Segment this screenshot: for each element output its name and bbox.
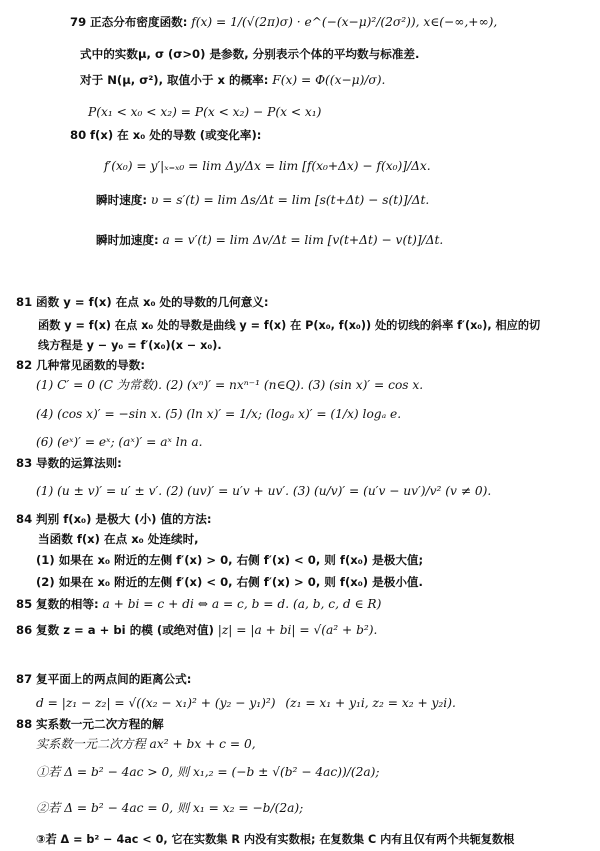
item-79-cdf-formula: F(x) = Φ((x−μ)/σ).	[272, 73, 386, 87]
item-80-title: f(x) 在 x₀ 处的导数 (或变化率):	[90, 128, 262, 142]
item-81-line-1: 函数 y = f(x) 在点 x₀ 处的导数是曲线 y = f(x) 在 P(x₀, f(x₀)) 处的切线的斜率 f′(x₀), 相应的切	[38, 319, 541, 332]
item-82-row-3: (6) (eˣ)′ = eˣ; (aˣ)′ = aˣ ln a.	[36, 435, 203, 449]
item-79-title-line	[70, 14, 497, 30]
item-80-velocity-label: 瞬时速度:	[96, 193, 148, 207]
item-82-row-2: (4) (cos x)′ = −sin x. (5) (ln x)′ = 1/x; (logₐ x)′ = (1/x) logₐ e.	[36, 407, 402, 421]
item-88-intro-text: 实系数一元二次方程 ax² + bx + c = 0,	[36, 737, 256, 751]
item-87-note: (z₁ = x₁ + y₁i, z₂ = x₂ + y₂i).	[285, 696, 456, 710]
item-88-number: 88	[16, 717, 33, 731]
item-80-velocity: υ = s′(t) = lim Δs/Δt = lim [s(t+Δt) − s(t)]/Δt.	[150, 193, 430, 207]
item-84-condition: 当函数 f(x) 在点 x₀ 处连续时,	[38, 532, 199, 546]
item-85-title: 复数的相等:	[36, 597, 99, 611]
item-87-formula-line	[36, 695, 456, 711]
item-82-title: 几种常见函数的导数:	[36, 358, 145, 372]
item-84-title: 判别 f(x₀) 是极大 (小) 值的方法:	[36, 512, 212, 526]
item-88-case-1: ①若 Δ = b² − 4ac > 0, 则 x₁,₂ = (−b ± √(b² − 4ac))/(2a);	[36, 765, 380, 779]
item-83-number: 83	[16, 456, 33, 470]
item-86-line	[16, 622, 377, 638]
item-87-number: 87	[16, 672, 33, 686]
item-81-number: 81	[16, 295, 33, 309]
item-84-case-1: (1) 如果在 x₀ 附近的左侧 f′(x) > 0, 右侧 f′(x) < 0, 则 f(x₀) 是极大值;	[36, 553, 424, 567]
item-80-number: 80	[70, 128, 87, 142]
item-85-line	[16, 596, 381, 612]
item-88-title-line	[16, 716, 164, 732]
item-84-case-2: (2) 如果在 x₀ 附近的左侧 f′(x) < 0, 右侧 f′(x) > 0, 则 f(x₀) 是极小值.	[36, 575, 423, 589]
item-82-title-line	[16, 357, 145, 373]
item-88-case-3: ③若 Δ = b² − 4ac < 0, 它在实数集 R 内没有实数根; 在复数集 C 内有且仅有两个共轭复数根	[36, 833, 515, 846]
item-79-number: 79	[70, 15, 87, 29]
item-83-title: 导数的运算法则:	[36, 456, 122, 470]
item-87-formula: d = |z₁ − z₂| = √((x₂ − x₁)² + (y₂ − y₁)²)	[36, 696, 276, 710]
item-85-number: 85	[16, 597, 33, 611]
item-81-title: 函数 y = f(x) 在点 x₀ 处的导数的几何意义:	[36, 295, 269, 309]
item-79-probability: P(x₁ < x₀ < x₂) = P(x < x₂) − P(x < x₁)	[88, 105, 322, 119]
item-79-formula: f(x) = 1/(√(2π)σ) · e^(−(x−μ)²/(2σ²)), x∈(−∞,+∞),	[191, 15, 498, 29]
item-81-title-line	[16, 294, 269, 310]
item-85-formula: a + bi = c + di ⇔ a = c, b = d. (a, b, c, d ∈ R)	[102, 597, 382, 611]
item-80-velocity-line	[96, 192, 429, 208]
item-86-number: 86	[16, 623, 33, 637]
item-80-title-line	[70, 127, 261, 143]
item-80-accel-label: 瞬时加速度:	[96, 233, 159, 247]
item-83-title-line	[16, 455, 122, 471]
item-87-title-line	[16, 671, 191, 687]
item-79-title: 正态分布密度函数:	[90, 15, 188, 29]
item-82-row-1: (1) C′ = 0 (C 为常数). (2) (xⁿ)′ = nxⁿ⁻¹ (n∈Q). (3) (sin x)′ = cos x.	[36, 378, 424, 392]
item-80-accel: a = v′(t) = lim Δv/Δt = lim [v(t+Δt) − v(t)]/Δt.	[162, 233, 444, 247]
item-81-line-2: 线方程是 y − y₀ = f′(x₀)(x − x₀).	[38, 339, 222, 352]
item-82-number: 82	[16, 358, 33, 372]
item-80-derivative: f′(x₀) = y′|ₓ₌ₓ₀ = lim Δy/Δx = lim [f(x₀+Δx) − f(x₀)]/Δx.	[104, 159, 431, 173]
item-84-title-line	[16, 511, 212, 527]
item-80-accel-line	[96, 232, 443, 248]
item-79-description: 式中的实数μ, σ (σ>0) 是参数, 分别表示个体的平均数与标准差.	[80, 47, 420, 61]
item-84-number: 84	[16, 512, 33, 526]
item-79-cdf-line	[80, 72, 385, 88]
item-88-intro	[36, 736, 256, 752]
item-87-title: 复平面上的两点间的距离公式:	[36, 672, 192, 686]
item-86-formula: |z| = |a + bi| = √(a² + b²).	[217, 623, 378, 637]
item-79-cdf-prefix: 对于 N(μ, σ²), 取值小于 x 的概率:	[80, 73, 269, 87]
item-86-title: 复数 z = a + bi 的模 (或绝对值)	[36, 623, 214, 637]
item-83-rules: (1) (u ± v)′ = u′ ± v′. (2) (uv)′ = u′v + uv′. (3) (u/v)′ = (u′v − uv′)/v² (v ≠ 0).	[36, 484, 492, 498]
item-88-title: 实系数一元二次方程的解	[36, 717, 164, 731]
item-88-case-2: ②若 Δ = b² − 4ac = 0, 则 x₁ = x₂ = −b/(2a);	[36, 801, 304, 815]
